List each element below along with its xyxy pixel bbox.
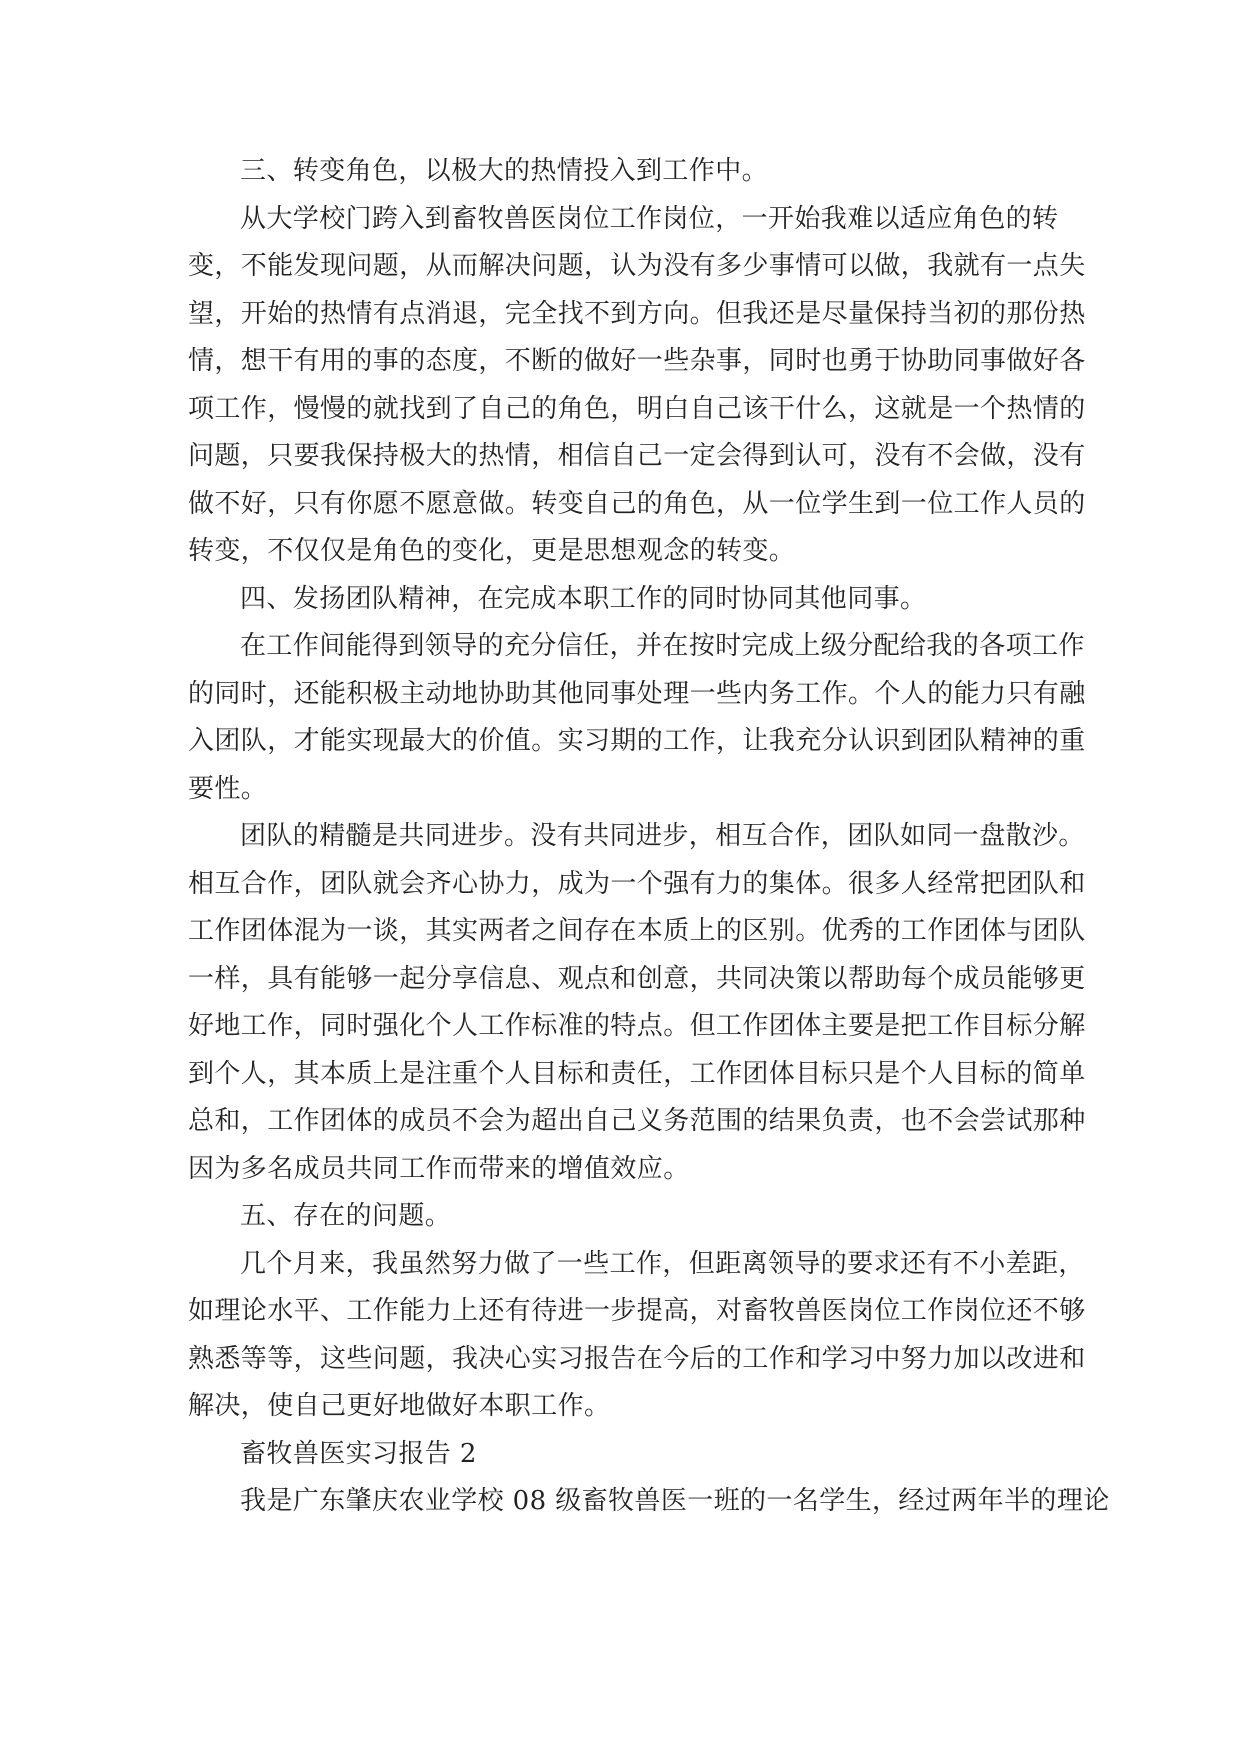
paragraph-line: 望，开始的热情有点消退，完全找不到方向。但我还是尽量保持当初的那份热 xyxy=(188,298,1086,329)
paragraph-line: 从大学校门跨入到畜牧兽医岗位工作岗位，一开始我难以适应角色的转 xyxy=(240,203,1059,234)
paragraph-line: 在工作间能得到领导的充分信任，并在按时完成上级分配给我的各项工作 xyxy=(240,631,1085,661)
paragraph-line: 因为多名成员共同工作而带来的增值效应。 xyxy=(188,1153,690,1184)
paragraph-line: 入团队，才能实现最大的价值。实习期的工作，让我充分认识到团队精神的重 xyxy=(188,726,1086,756)
paragraph-line: 的同时，还能积极主动地协助其他同事处理一些内务工作。个人的能力只有融 xyxy=(188,678,1086,709)
paragraph-line: 总和，工作团体的成员不会为超出自己义务范围的结果负责，也不会尝试那种 xyxy=(188,1106,1086,1136)
section-heading-5: 五、存在的问题。 xyxy=(240,1201,452,1231)
paragraph-line: 转变，不仅仅是角色的变化，更是思想观念的转变。 xyxy=(188,536,796,566)
report-title: 畜牧兽医实习报告 2 xyxy=(240,1438,477,1469)
paragraph-line: 一样，具有能够一起分享信息、观点和创意，共同决策以帮助每个成员能够更 xyxy=(188,963,1086,994)
paragraph-line: 情，想干有用的事的态度，不断的做好一些杂事，同时也勇于协助同事做好各 xyxy=(188,346,1086,376)
paragraph-line: 项工作，慢慢的就找到了自己的角色，明白自己该干什么，这就是一个热情的 xyxy=(188,393,1086,424)
section-heading-4: 四、发扬团队精神，在完成本职工作的同时协同其他同事。 xyxy=(240,583,927,614)
paragraph-line: 好地工作，同时强化个人工作标准的特点。但工作团体主要是把工作目标分解 xyxy=(188,1011,1086,1041)
document-body xyxy=(188,148,1110,1526)
paragraph-line: 我是广东肇庆农业学校 08 级畜牧兽医一班的一名学生，经过两年半的理论 xyxy=(240,1486,1110,1516)
paragraph-line: 要性。 xyxy=(188,773,268,804)
section-heading-3: 三、转变角色，以极大的热情投入到工作中。 xyxy=(240,156,769,186)
paragraph-line: 如理论水平、工作能力上还有待进一步提高，对畜牧兽医岗位工作岗位还不够 xyxy=(188,1296,1086,1326)
paragraph-line: 到个人，其本质上是注重个人目标和责任，工作团体目标只是个人目标的简单 xyxy=(188,1058,1086,1089)
paragraph-line: 几个月来，我虽然努力做了一些工作，但距离领导的要求还有不小差距， xyxy=(240,1248,1085,1279)
paragraph-line: 做不好，只有你愿不愿意做。转变自己的角色，从一位学生到一位工作人员的 xyxy=(188,488,1086,519)
paragraph-line: 相互合作，团队就会齐心协力，成为一个强有力的集体。很多人经常把团队和 xyxy=(188,868,1086,899)
paragraph-line: 团队的精髓是共同进步。没有共同进步，相互合作，团队如同一盘散沙。 xyxy=(240,821,1085,851)
paragraph-line: 问题，只要我保持极大的热情，相信自己一定会得到认可，没有不会做，没有 xyxy=(188,441,1086,471)
paragraph-line: 熟悉等等，这些问题，我决心实习报告在今后的工作和学习中努力加以改进和 xyxy=(188,1343,1086,1374)
paragraph-line: 变，不能发现问题，从而解决问题，认为没有多少事情可以做，我就有一点失 xyxy=(188,251,1086,281)
paragraph-line: 工作团体混为一谈，其实两者之间存在本质上的区别。优秀的工作团体与团队 xyxy=(188,916,1086,946)
paragraph-line: 解决，使自己更好地做好本职工作。 xyxy=(188,1391,611,1421)
